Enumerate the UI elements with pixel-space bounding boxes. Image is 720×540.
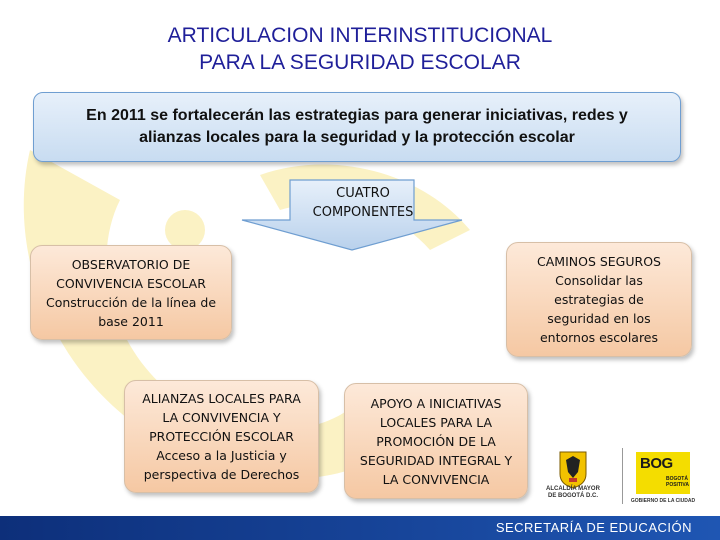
arrow-label: CUATRO COMPONENTES xyxy=(312,186,414,220)
footer-bar xyxy=(0,516,720,540)
intro-box: En 2011 se fortalecerán las estrategias para generar iniciativas, redes y alianzas locales para la seguridad y la protección escolar xyxy=(33,92,681,162)
bog-logo-text: BOG xyxy=(640,455,673,472)
bog-logo-caption: GOBIERNO DE LA CIUDAD xyxy=(630,498,696,504)
logo-divider xyxy=(622,448,623,504)
component-observatorio: OBSERVATORIO DE CONVIVENCIA ESCOLAR Construcción de la línea de base 2011 xyxy=(30,245,232,340)
alcaldia-logo-text: ALCALDÍA MAYOR DE BOGOTÁ D.C. xyxy=(546,486,600,499)
component-caminos-seguros: CAMINOS SEGUROS Consolidar las estrategias de seguridad en los entornos escolares xyxy=(506,242,692,357)
bog-logo-subtitle: BOGOTÁ POSITIVA xyxy=(666,476,689,488)
component-apoyo-iniciativas: APOYO A INICIATIVAS LOCALES PARA LA PROMOCIÓN DE LA SEGURIDAD INTEGRAL Y LA CONVIVENCIA xyxy=(344,383,528,499)
footer-text: SECRETARÍA DE EDUCACIÓN xyxy=(495,520,692,535)
page-title: ARTICULACION INTERINSTITUCIONAL PARA LA SEGURIDAD ESCOLAR xyxy=(167,24,553,74)
component-alianzas-locales: ALIANZAS LOCALES PARA LA CONVIVENCIA Y PROTECCIÓN ESCOLAR Acceso a la Justicia y perspectiva de Derechos xyxy=(124,380,319,493)
alcaldia-shield-icon xyxy=(542,448,604,510)
